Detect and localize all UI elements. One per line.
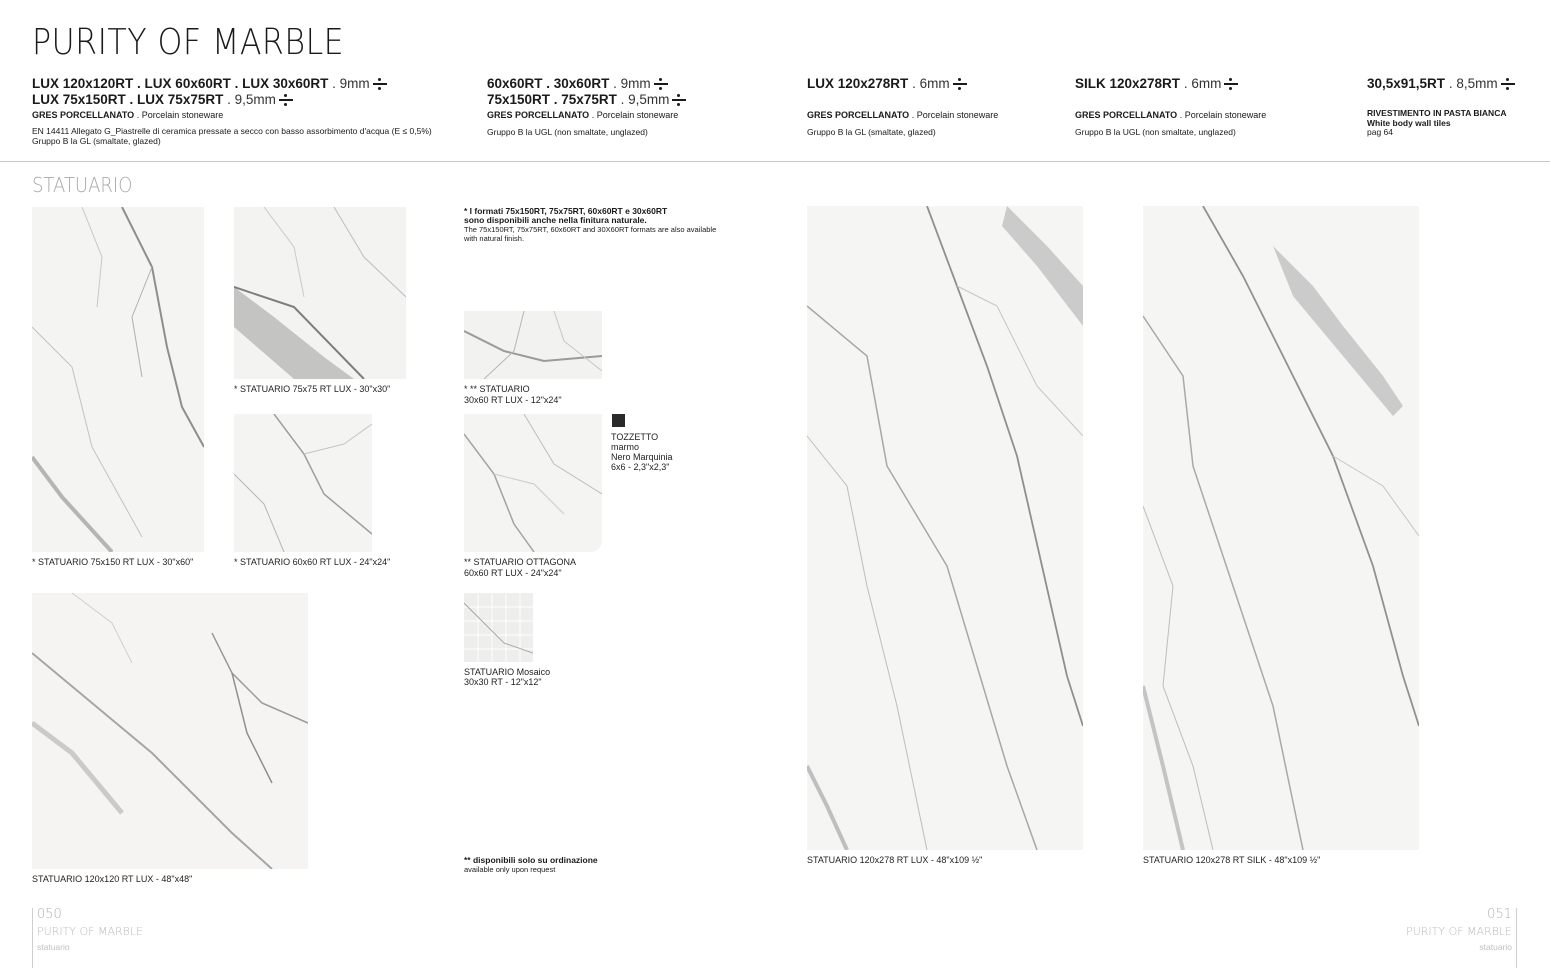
caption-tozzetto-d: 6x6 - 2,3"x2,3" [611,462,670,472]
section-title: STATUARIO [32,173,133,197]
caption-ottagona-a: ** STATUARIO OTTAGONA [464,557,577,567]
natural-note-a: * I formati 75x150RT, 75x75RT, 60x60RT e 30x60RT [464,206,668,216]
norm-col3: Gruppo B la GL (smaltate, glazed) [807,127,936,137]
spec-col1-line1: LUX 120x120RT . LUX 60x60RT . LUX 30x60RT . 9mm [32,75,387,92]
tile-30x60-image [464,311,602,379]
caption-mosaico-a: STATUARIO Mosaico [464,667,551,677]
spec-col2-line1: 60x60RT . 30x60RT . 9mm [487,75,668,92]
spec-col1-line2: LUX 75x150RT . LUX 75x75RT . 9,5mm [32,91,293,108]
order-note-a: ** disponibili solo su ordinazione [464,855,598,865]
footer-left-rule [32,908,33,968]
material-col4: GRES PORCELLANATO . Porcelain stoneware [1075,110,1267,120]
tile-120x120-image [32,593,308,869]
caption-75x150: * STATUARIO 75x150 RT LUX - 30"x60" [32,557,194,567]
tile-60x60-image [234,414,372,552]
caption-30x60-b: 30x60 RT LUX - 12"x24" [464,395,562,405]
note-col5-c: pag 64 [1367,127,1393,137]
spec-formats: LUX 120x120RT . LUX 60x60RT . LUX 30x60RT [32,76,329,91]
tile-75x75-image [234,207,406,379]
material-col1: GRES PORCELLANATO . Porcelain stoneware [32,110,224,120]
page-number-right: 051 [1487,907,1512,922]
caption-slab-lux: STATUARIO 120x278 RT LUX - 48"x109 ½" [807,855,983,865]
header-divider [0,161,1550,162]
caption-slab-silk: STATUARIO 120x278 RT SILK - 48"x109 ½" [1143,855,1321,865]
page-number-left: 050 [37,907,62,922]
material-col2: GRES PORCELLANATO . Porcelain stoneware [487,110,679,120]
rectified-icon [1501,79,1515,89]
note-col5-a: RIVESTIMENTO IN PASTA BIANCA [1367,108,1507,118]
slab-lux-image [807,206,1083,850]
tile-ottagona-image [464,414,602,552]
footer-right-rule [1516,908,1517,968]
page-title: PURITY OF MARBLE [32,22,345,63]
footer-left-sub: statuario [37,942,70,952]
rectified-icon [279,95,293,105]
caption-ottagona-b: 60x60 RT LUX - 24"x24" [464,568,562,578]
rectified-icon [672,95,686,105]
note-col5-b: White body wall tiles [1367,118,1451,128]
order-note-b: available only upon request [464,865,556,874]
rectified-icon [953,79,967,89]
caption-tozzetto-b: marmo [611,442,640,452]
caption-60x60: * STATUARIO 60x60 RT LUX - 24"x24" [234,557,391,567]
spec-col5-line1: 30,5x91,5RT . 8,5mm [1367,75,1515,92]
caption-mosaico-b: 30x30 RT - 12"x12" [464,677,542,687]
norm-col1-b: Gruppo B la GL (smaltate, glazed) [32,136,161,146]
spec-col3-line1: LUX 120x278RT . 6mm [807,75,967,92]
norm-col2: Gruppo B la UGL (non smaltate, unglazed) [487,127,648,137]
natural-note-c: The 75x150RT, 75x75RT, 60x60RT and 30X60RT formats are also available [464,225,717,234]
rectified-icon [654,79,668,89]
caption-tozzetto-c: Nero Marquinia [611,452,673,462]
material-col3: GRES PORCELLANATO . Porcelain stoneware [807,110,999,120]
tile-75x150-image [32,207,204,552]
rectified-icon [1224,79,1238,89]
caption-75x75: * STATUARIO 75x75 RT LUX - 30"x30" [234,384,391,394]
footer-left-name: PURITY OF MARBLE [37,925,143,938]
natural-note-d: with natural finish. [464,234,525,243]
spec-col2-line2: 75x150RT . 75x75RT . 9,5mm [487,91,686,108]
slab-silk-image [1143,206,1419,850]
norm-col1-a: EN 14411 Allegato G_Piastrelle di ceramica pressate a secco con basso assorbimento d'acqua (E ≤ 0,5%) [32,126,432,136]
caption-30x60-a: * ** STATUARIO [464,384,530,394]
rectified-icon [373,79,387,89]
natural-note-b: sono disponibili anche nella finitura naturale. [464,215,647,225]
spec-col4-line1: SILK 120x278RT . 6mm [1075,75,1238,92]
footer-right-name: PURITY OF MARBLE [1406,925,1512,938]
tozzetto-swatch [612,414,625,427]
norm-col4: Gruppo B la UGL (non smaltate, unglazed) [1075,127,1236,137]
tile-mosaico-image [464,593,533,662]
caption-tozzetto-a: TOZZETTO [611,432,659,442]
footer-right-sub: statuario [1479,942,1512,952]
caption-120x120: STATUARIO 120x120 RT LUX - 48"x48" [32,874,193,884]
